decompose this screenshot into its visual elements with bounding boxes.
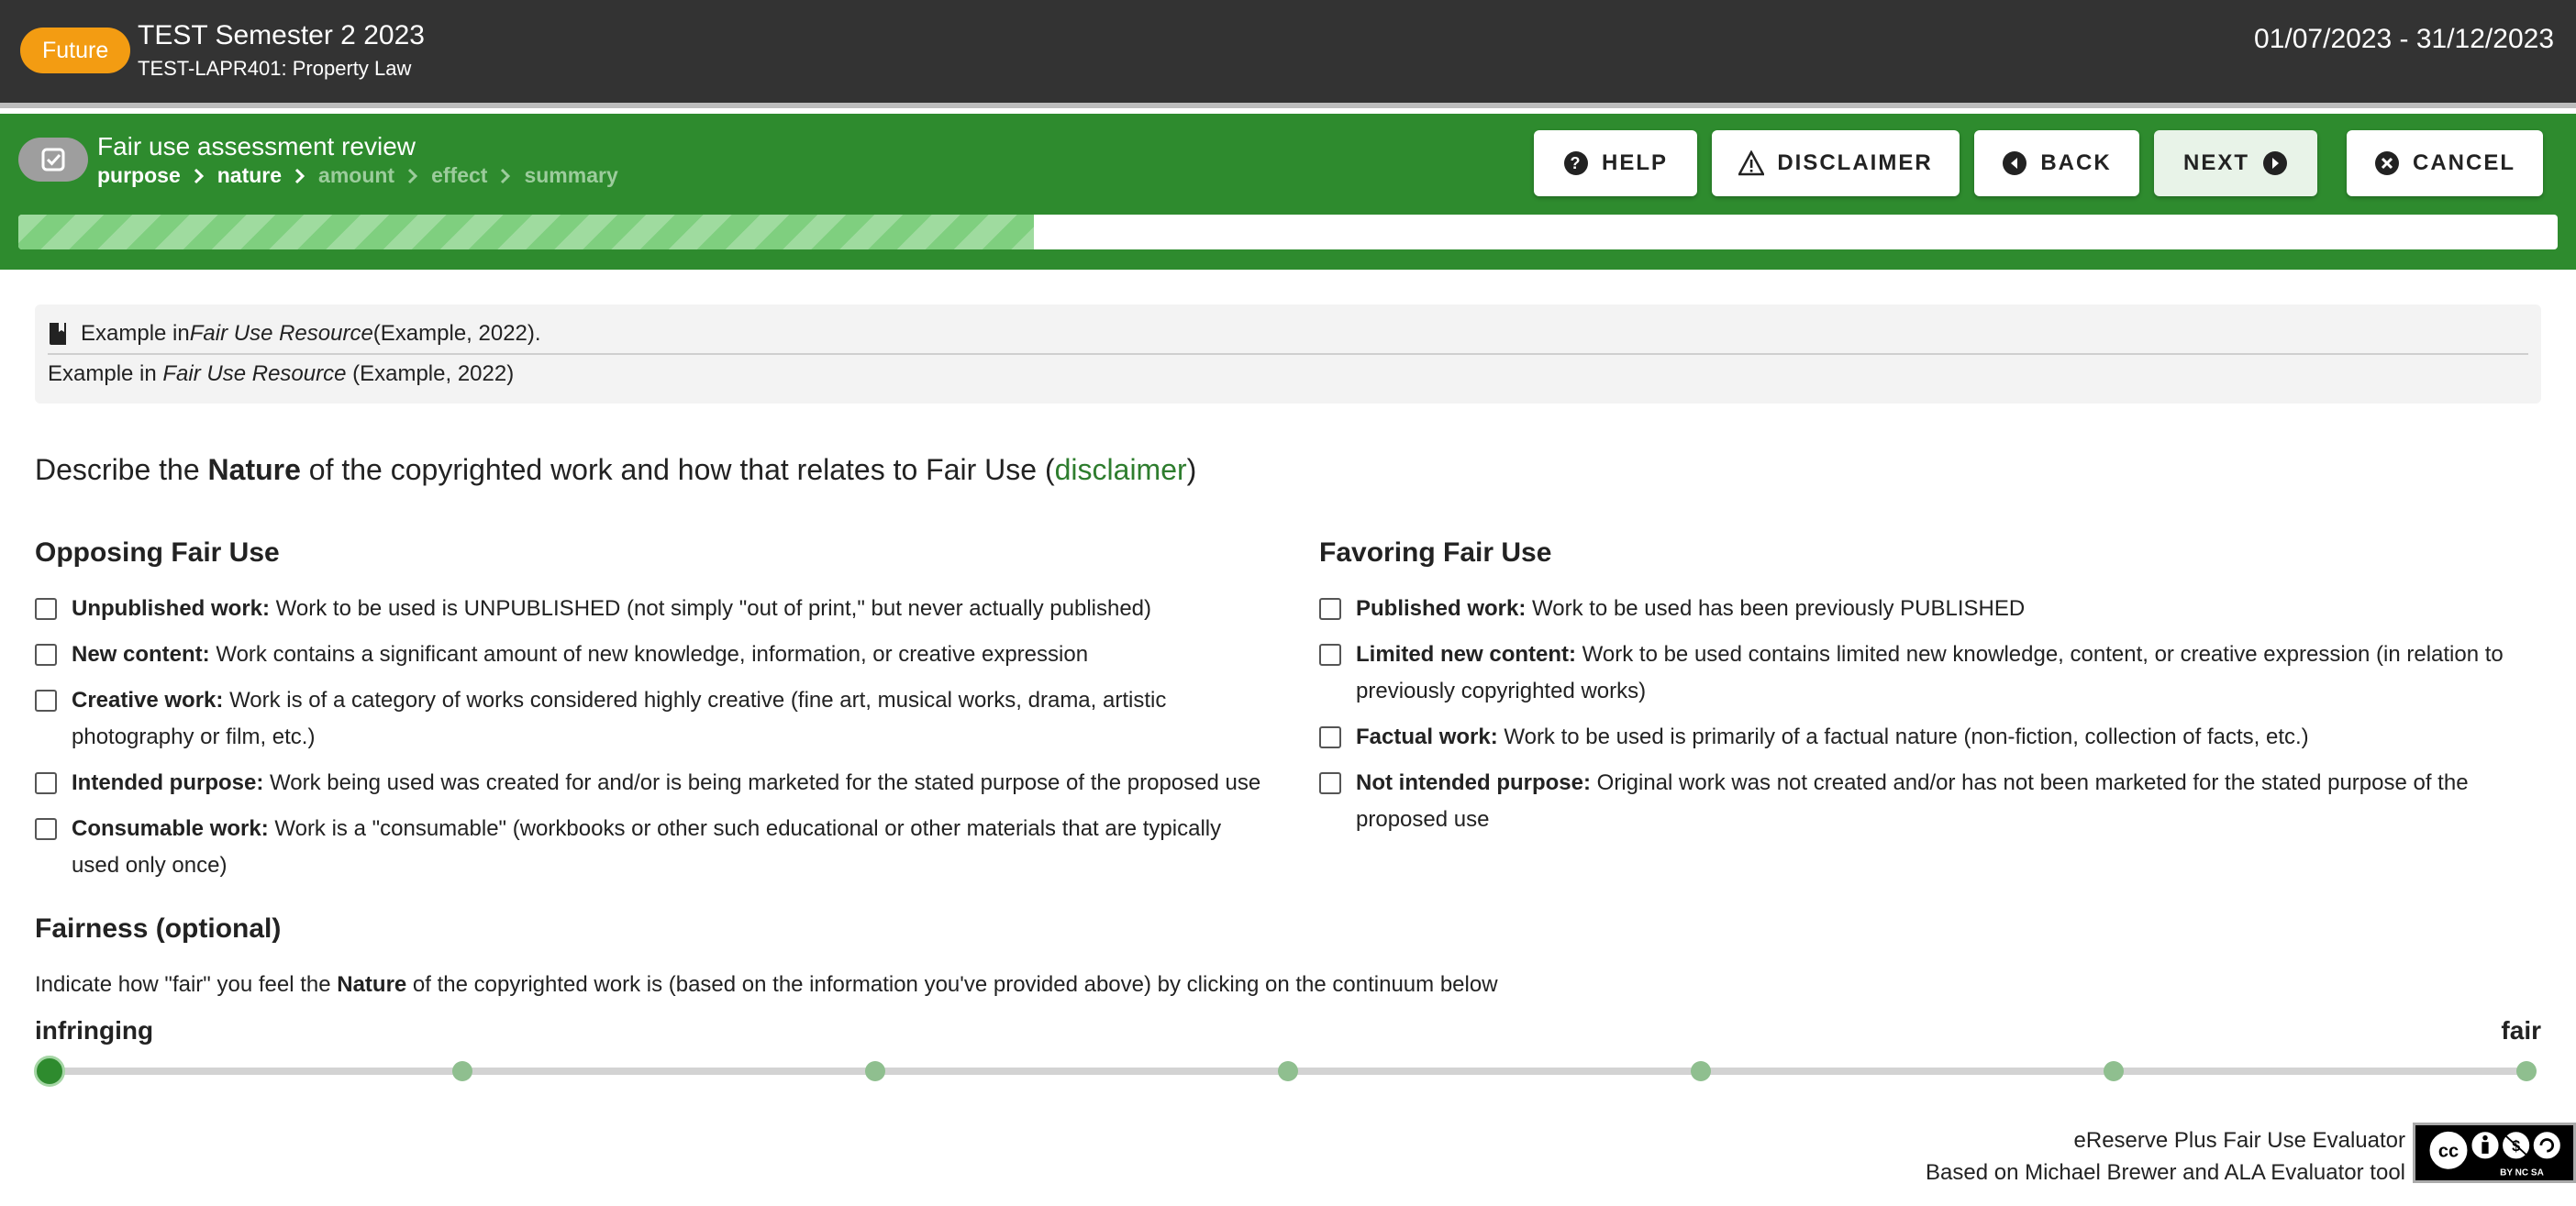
progress-bar: [18, 215, 2558, 249]
checkbox[interactable]: [1319, 726, 1341, 748]
arrow-left-circle-icon: [2002, 150, 2027, 176]
breadcrumb-purpose[interactable]: purpose: [97, 163, 181, 187]
checkbox[interactable]: [1319, 772, 1341, 794]
close-circle-icon: [2374, 150, 2400, 176]
example-citation-box: [35, 304, 2541, 404]
help-button[interactable]: [1534, 130, 1697, 196]
slider-step[interactable]: [865, 1061, 885, 1081]
help-icon: [1563, 150, 1589, 176]
checkbox[interactable]: [1319, 644, 1341, 666]
checkbox[interactable]: [35, 644, 57, 666]
criterion-factual-work[interactable]: Factual work: Work to be used is primarily of a factual nature (non-fiction, collection of facts, etc.): [1319, 719, 2548, 756]
slider-step[interactable]: [1278, 1061, 1298, 1081]
breadcrumb-amount: amount: [318, 163, 395, 187]
criterion-consumable-work[interactable]: Consumable work: Work is a "consumable" (workbooks or other such educational or other materials that are typically used only once): [35, 811, 1264, 884]
checkbox[interactable]: [1319, 598, 1341, 620]
warning-icon: [1738, 150, 1764, 176]
criterion-creative-work[interactable]: Creative work: Work is of a category of works considered highly creative (fine art, musical works, drama, artistic photography or film, etc.): [35, 682, 1264, 756]
criterion-not-intended-purpose[interactable]: Not intended purpose: Original work was not created and/or has not been marketed for the stated purpose of the proposed use: [1319, 765, 2512, 838]
criterion-published-work[interactable]: Published work: Work to be used has been previously PUBLISHED: [1319, 591, 2548, 627]
footer-credits: [1926, 1124, 2405, 1189]
checkbox[interactable]: [35, 818, 57, 840]
cancel-button[interactable]: [2347, 130, 2543, 196]
fairness-slider[interactable]: [35, 1053, 2541, 1090]
checkbox[interactable]: [35, 690, 57, 712]
checkbox[interactable]: [35, 772, 57, 794]
criterion-unpublished-work[interactable]: Unpublished work: Work to be used is UNPUBLISHED (not simply "out of print," but never actually published): [35, 591, 1264, 627]
next-button[interactable]: [2154, 130, 2317, 196]
book-icon: [48, 321, 68, 347]
criterion-limited-new-content[interactable]: Limited new content: Work to be used contains limited new knowledge, content, or creative expression (in relation to previously copyrighted works): [1319, 636, 2512, 710]
example-citation-line: Example in Fair Use Resource (Example, 2022).: [48, 321, 541, 347]
disclaimer-button[interactable]: [1712, 130, 1960, 196]
cc-license-icon: [2413, 1123, 2576, 1183]
course-title: TEST Semester 2 2023: [138, 20, 425, 50]
breadcrumb-effect: effect: [431, 163, 488, 187]
breadcrumb: [97, 163, 618, 188]
cancel-label: CANCEL: [2413, 150, 2515, 175]
slider-step[interactable]: [1691, 1061, 1711, 1081]
fair-label: fair: [2501, 1016, 2541, 1045]
checkbox[interactable]: [35, 598, 57, 620]
chevron-right-icon: [500, 168, 511, 184]
slider-step[interactable]: [2104, 1061, 2124, 1081]
progress-fill: [18, 215, 1034, 249]
criterion-new-content[interactable]: New content: Work contains a significant amount of new knowledge, information, or creative expression: [35, 636, 1264, 673]
chevron-right-icon: [194, 168, 205, 184]
fairness-heading: Fairness (optional): [35, 913, 282, 944]
wizard-title: Fair use assessment review: [97, 132, 416, 160]
section-prompt: Describe the Nature of the copyrighted work and how that relates to Fair Use (disclaimer): [35, 453, 1197, 486]
course-header: [0, 0, 2576, 108]
disclaimer-label: DISCLAIMER: [1777, 150, 1933, 175]
slider-step[interactable]: [2516, 1061, 2537, 1081]
status-badge: Future: [20, 28, 130, 73]
back-button[interactable]: [1974, 130, 2139, 196]
slider-step[interactable]: [452, 1061, 472, 1081]
breadcrumb-nature[interactable]: nature: [217, 163, 283, 187]
example-reference-line: Example in Fair Use Resource (Example, 2022): [48, 361, 515, 386]
fairness-description: Indicate how "fair" you feel the Nature of the copyrighted work is (based on the information you've provided above) by clicking on the continuum below: [35, 972, 1498, 997]
opposing-heading: Opposing Fair Use: [35, 537, 280, 568]
wizard-bar: [0, 114, 2576, 270]
svg-text:BY NC SA: BY NC SA: [2500, 1167, 2544, 1178]
slider-handle[interactable]: [34, 1056, 65, 1087]
help-label: HELP: [1601, 150, 1668, 175]
next-label: NEXT: [2182, 150, 2249, 175]
criterion-intended-purpose[interactable]: Intended purpose: Work being used was created for and/or is being marketed for the stated purpose of the proposed use: [35, 765, 1264, 802]
footer-app-name: eReserve Plus Fair Use Evaluator: [2073, 1128, 2405, 1153]
svg-text:?: ?: [1570, 154, 1582, 172]
arrow-right-circle-icon: [2262, 150, 2288, 176]
back-label: BACK: [2040, 150, 2112, 175]
course-subtitle: TEST-LAPR401: Property Law: [138, 57, 412, 80]
favoring-heading: Favoring Fair Use: [1319, 537, 1552, 568]
chevron-right-icon: [294, 168, 305, 184]
svg-text:$: $: [2512, 1138, 2521, 1156]
divider: [48, 353, 2528, 355]
breadcrumb-summary: summary: [524, 163, 618, 187]
disclaimer-link[interactable]: disclaimer: [1054, 453, 1187, 486]
infringing-label: infringing: [35, 1016, 154, 1045]
footer-attribution: Based on Michael Brewer and ALA Evaluator tool: [1926, 1160, 2405, 1185]
date-range: 01/07/2023 - 31/12/2023: [2254, 24, 2554, 54]
svg-text:cc: cc: [2437, 1141, 2459, 1162]
chevron-right-icon: [407, 168, 418, 184]
check-square-icon: [18, 138, 88, 182]
